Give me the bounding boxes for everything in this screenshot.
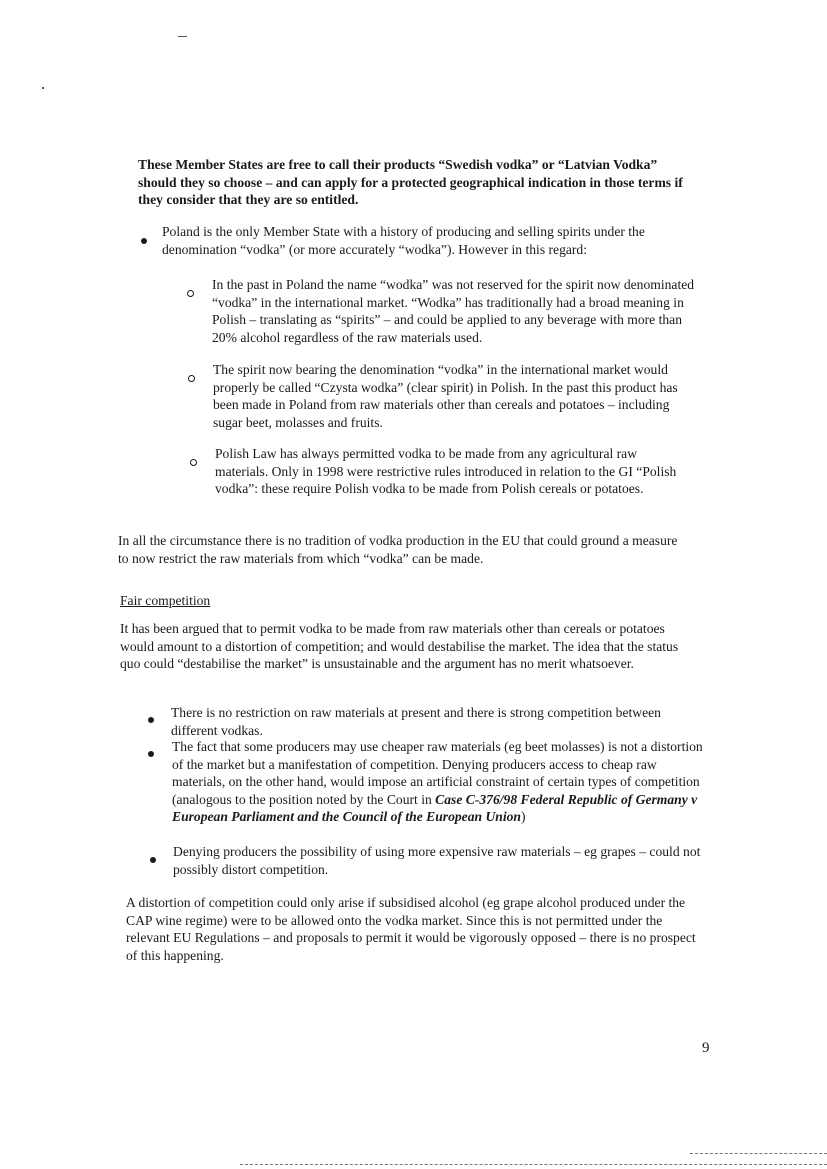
competition-paragraph: It has been argued that to permit vodka to be made from raw materials other than cereals or potatoes would amount to a distortion of competition; and would destabilise the market. The idea that the status quo could “destabilise the market” is unsustainable and the argument has no merit whatsoever. [120,621,679,671]
scan-mark-top [178,36,187,37]
bullet-icon [150,857,156,863]
case-citation-close: ) [520,809,526,824]
bullet-icon [141,238,147,244]
sub-item-3: Polish Law has always permitted vodka to be made from any agricultural raw materials. Only in 1998 were restrictive rules introduced in relation to the GI “Polish vodka”: these require Polish vodka to be made from Polish cereals or potatoes. [215,446,677,496]
bullet-icon [148,751,154,757]
final-paragraph: A distortion of competition could only arise if subsidised alcohol (eg grape alcohol produced under the CAP wine regime) were to be allowed onto the vodka market. Since this is not permitted under the relevant EU Regulations – and proposals to permit it would be vigorously opposed – there is no prospect of this happening. [126,895,696,963]
competition-bullet-2 [172,738,706,826]
competition-bullet-2-text: The fact that some producers may use cheaper raw materials (eg beet molasses) is not a distortion of the market but a manifestation of competition. Denying producers access to cheap raw materials, on the other hand, would impose an artificial constraint of certain types of competition (analogous to the position noted by the Court in [172,739,703,807]
case-citation: Case C-376/98 Federal Republic of Germany v European Parliament and the Council of the European Union [172,791,698,824]
sub-bullet-icon [187,290,194,297]
section-heading-fair-competition: Fair competition [120,593,211,608]
poland-bullet-text: Poland is the only Member State with a history of producing and selling spirits under the denomination “vodka” (or more accurately “wodka”). However in this regard: [162,224,645,257]
intro-paragraph: These Member States are free to call their products “Swedish vodka” or “Latvian Vodka” should they so choose – and can apply for a protected geographical indication in those terms if they consider that they are so entitled. [138,157,683,207]
sub-bullet-icon [190,459,197,466]
competition-bullet-3: Denying producers the possibility of using more expensive raw materials – eg grapes – could not possibly distort competition. [173,844,701,877]
scan-edge-dashes-right [690,1153,827,1154]
sub-item-2: The spirit now bearing the denomination “vodka” in the international market would properly be called “Czysta wodka” (clear spirit) in Polish. In the past this product has been made in Poland from raw materials other than cereals and potatoes – including sugar beet, molasses and fruits. [213,362,678,430]
circumstance-paragraph: In all the circumstance there is no tradition of vodka production in the EU that could ground a measure to now restrict the raw materials from which “vodka” can be made. [118,533,678,566]
competition-bullet-1: There is no restriction on raw materials at present and there is strong competition between different vodkas. [171,705,661,738]
scan-mark-left [42,87,44,89]
bullet-icon [148,717,154,723]
sub-bullet-icon [188,375,195,382]
page-number: 9 [702,1040,710,1056]
scan-edge-dashes [240,1164,827,1165]
sub-item-1: In the past in Poland the name “wodka” was not reserved for the spirit now denominated “vodka” in the international market. “Wodka” has traditionally had a broad meaning in Polish – translating as “spirits” – and could be applied to any beverage with more than 20% alcohol regardless of the raw materials used. [212,277,695,345]
